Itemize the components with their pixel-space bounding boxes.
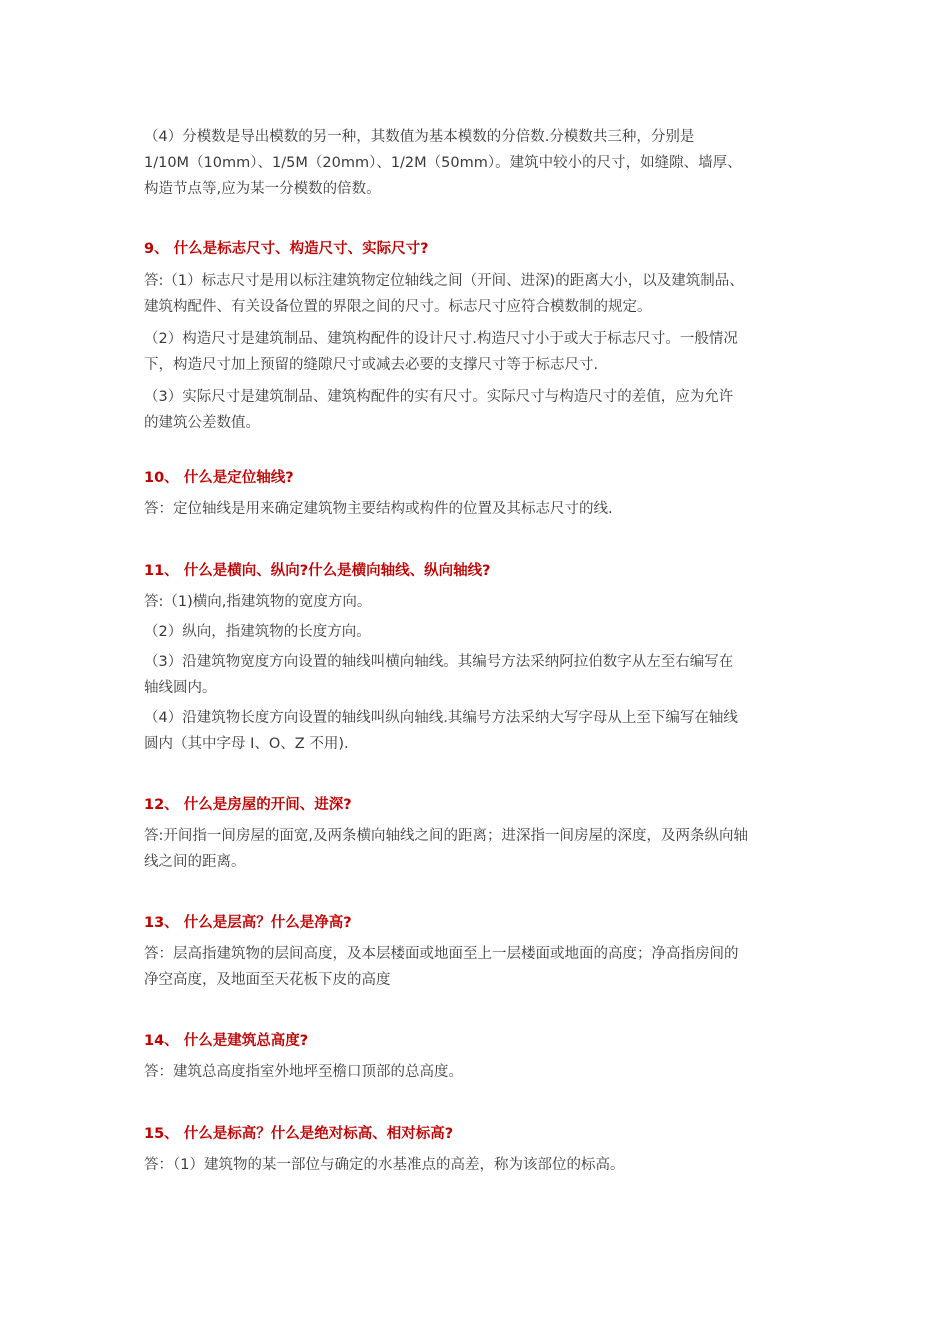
intro-line: 构造节点等,应为某一分模数的倍数。 xyxy=(144,181,381,197)
answer-13 xyxy=(144,941,824,993)
question-14-heading: 14、 什么是建筑总高度? xyxy=(144,1033,309,1049)
answer-line: （3）沿建筑物宽度方向设置的轴线叫横向轴线。其编号方法采纳阿拉伯数字从左至右编写在 xyxy=(144,654,734,670)
question-11-heading: 11、 什么是横向、纵向?什么是横向轴线、纵向轴线? xyxy=(144,563,491,579)
answer-line: 轴线圆内。 xyxy=(144,680,217,696)
answer-line: 建筑构配件、有关设备位置的界限之间的尺寸。标志尺寸应符合模数制的规定。 xyxy=(144,299,652,315)
answer-line: 答:（1)横向,指建筑物的宽度方向。 xyxy=(144,594,372,610)
question-12-heading: 12、 什么是房屋的开间、进深? xyxy=(144,797,352,813)
answer-line: 答：层高指建筑物的层间高度，及本层楼面或地面至上一层楼面或地面的高度；净高指房间的 xyxy=(144,946,739,962)
answer-line: （4）沿建筑物长度方向设置的轴线叫纵向轴线.其编号方法采纳大写字母从上至下编写在轴线 xyxy=(144,710,738,726)
answer-10 xyxy=(144,496,824,522)
question-9-heading: 9、 什么是标志尺寸、构造尺寸、实际尺寸? xyxy=(144,241,429,257)
answer-line: 线之间的距离。 xyxy=(144,854,246,870)
question-13-heading: 13、 什么是层高？什么是净高? xyxy=(144,915,352,931)
answer-line: 答:（1）标志尺寸是用以标注建筑物定位轴线之间（开间、进深)的距离大小，以及建筑制品、 xyxy=(144,273,744,289)
answer-line: 答：建筑总高度指室外地坪至檐口顶部的总高度。 xyxy=(144,1064,463,1080)
answer-line: 的建筑公差数值。 xyxy=(144,415,260,431)
question-10-heading: 10、 什么是定位轴线? xyxy=(144,470,294,486)
answer-15 xyxy=(144,1152,824,1178)
intro-line: （4）分模数是导出模数的另一种，其数值为基本模数的分倍数.分模数共三种，分别是 xyxy=(144,129,695,145)
answer-line: 答：定位轴线是用来确定建筑物主要结构或构件的位置及其标志尺寸的线. xyxy=(144,501,613,517)
answer-line: 圆内（其中字母 I、O、Z 不用). xyxy=(144,736,349,752)
answer-line: 净空高度，及地面至天花板下皮的高度 xyxy=(144,972,391,988)
answer-line: （3）实际尺寸是建筑制品、建筑构配件的实有尺寸。实际尺寸与构造尺寸的差值，应为允许 xyxy=(144,389,734,405)
answer-line: （2）构造尺寸是建筑制品、建筑构配件的设计尺寸.构造尺寸小于或大于标志尺寸。一般情况 xyxy=(144,331,738,347)
answer-line: （2）纵向，指建筑物的长度方向。 xyxy=(144,624,371,640)
answer-line: 下，构造尺寸加上预留的缝隙尺寸或减去必要的支撑尺寸等于标志尺寸. xyxy=(144,357,599,373)
answer-12 xyxy=(144,823,824,875)
answer-14 xyxy=(144,1059,824,1085)
intro-paragraph xyxy=(144,124,824,202)
answer-9 xyxy=(144,268,824,436)
answer-11 xyxy=(144,589,824,757)
answer-line: 答：（1）建筑物的某一部位与确定的水基准点的高差，称为该部位的标高。 xyxy=(144,1157,625,1173)
question-15-heading: 15、 什么是标高？什么是绝对标高、相对标高? xyxy=(144,1126,454,1142)
intro-line: 1/10M（10mm）、1/5M（20mm）、1/2M（50mm）。建筑中较小的尺寸，如缝隙、墙厚、 xyxy=(144,155,742,171)
answer-line: 答:开间指一间房屋的面宽,及两条横向轴线之间的距离；进深指一间房屋的深度，及两条纵向轴 xyxy=(144,828,748,844)
